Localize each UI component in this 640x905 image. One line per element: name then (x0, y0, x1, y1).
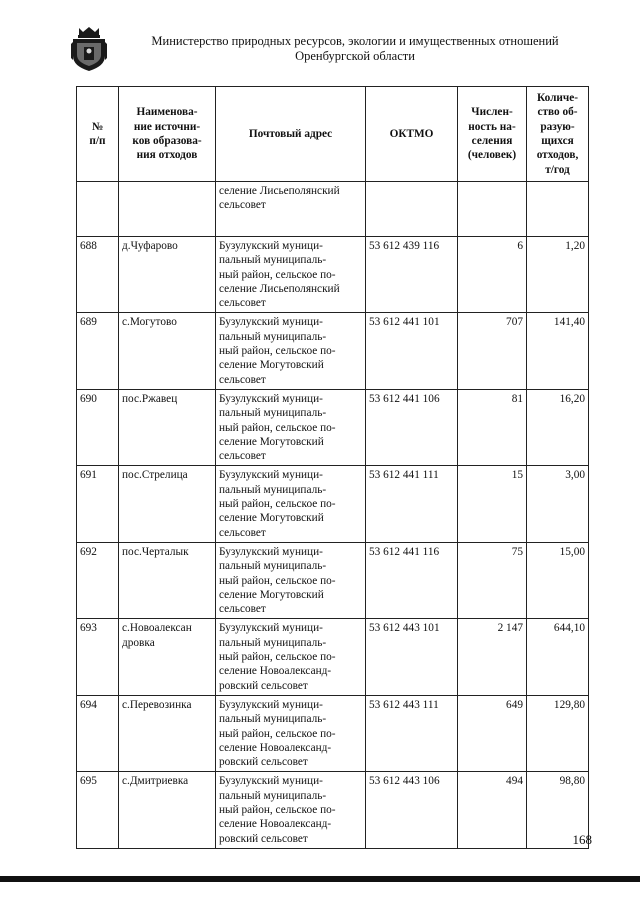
table-row-continuation (77, 182, 589, 237)
cell-source-name: пос.Черталык (119, 542, 216, 618)
cell-number: 693 (77, 619, 119, 695)
table-row (77, 466, 589, 542)
cell-address: Бузулукский муници- пальный муниципаль- ный район, сельское по- селение Новоалександ- ровский сельсовет (216, 695, 366, 771)
cell-oktmo: 53 612 443 106 (366, 772, 458, 848)
cell-address: Бузулукский муници- пальный муниципаль- ный район, сельское по- селение Могутовский сельсовет (216, 313, 366, 389)
waste-sources-table (76, 86, 589, 849)
table-row (77, 695, 589, 771)
table-row (77, 389, 589, 465)
cell-population: 75 (458, 542, 527, 618)
cell-address: Бузулукский муници- пальный муниципаль- ный район, сельское по- селение Могутовский сельсовет (216, 466, 366, 542)
cell-population: 81 (458, 389, 527, 465)
cell-number: 690 (77, 389, 119, 465)
cell-waste-amount: 1,20 (527, 237, 589, 313)
table-body (77, 182, 589, 849)
coat-of-arms-icon (70, 26, 108, 72)
header-ministry-line: Министерство природных ресурсов, экологии и имущественных отношений (151, 34, 559, 48)
table-row (77, 542, 589, 618)
cell-waste-amount: 3,00 (527, 466, 589, 542)
cell-address: Бузулукский муници- пальный муниципаль- ный район, сельское по- селение Новоалександ- ровский сельсовет (216, 772, 366, 848)
cell-population: 707 (458, 313, 527, 389)
cell-number: 695 (77, 772, 119, 848)
cell-source-name: с.Дмитриевка (119, 772, 216, 848)
cell-oktmo (366, 182, 458, 237)
col-header-waste-amount: Количе- ство об- разую- щихся отходов, т/год (527, 87, 589, 182)
col-header-number: № п/п (77, 87, 119, 182)
cell-population: 6 (458, 237, 527, 313)
col-header-oktmo: ОКТМО (366, 87, 458, 182)
cell-oktmo: 53 612 443 111 (366, 695, 458, 771)
cell-source-name: пос.Ржавец (119, 389, 216, 465)
cell-waste-amount (527, 182, 589, 237)
cell-address: Бузулукский муници- пальный муниципаль- ный район, сельское по- селение Могутовский сельсовет (216, 389, 366, 465)
cell-source-name: с.Перевозинка (119, 695, 216, 771)
bottom-scan-border (0, 876, 640, 882)
table-row (77, 772, 589, 848)
cell-oktmo: 53 612 443 101 (366, 619, 458, 695)
cell-address: селение Лисьеполянский сельсовет (216, 182, 366, 237)
cell-population: 2 147 (458, 619, 527, 695)
cell-number: 688 (77, 237, 119, 313)
page-number: 168 (572, 832, 592, 847)
cell-waste-amount: 141,40 (527, 313, 589, 389)
table-row (77, 619, 589, 695)
cell-population: 494 (458, 772, 527, 848)
cell-address: Бузулукский муници- пальный муниципаль- ный район, сельское по- селение Новоалександ- ровский сельсовет (216, 619, 366, 695)
col-header-source-name: Наименова- ние источни- ков образова- ния отходов (119, 87, 216, 182)
cell-population: 15 (458, 466, 527, 542)
cell-oktmo: 53 612 441 106 (366, 389, 458, 465)
document-header (120, 34, 590, 64)
cell-oktmo: 53 612 441 116 (366, 542, 458, 618)
table-row (77, 313, 589, 389)
cell-waste-amount: 16,20 (527, 389, 589, 465)
cell-waste-amount: 129,80 (527, 695, 589, 771)
cell-population (458, 182, 527, 237)
cell-waste-amount: 15,00 (527, 542, 589, 618)
cell-waste-amount: 644,10 (527, 619, 589, 695)
col-header-postal-address: Почтовый адрес (216, 87, 366, 182)
cell-number: 689 (77, 313, 119, 389)
col-header-population: Числен- ность на- селения (человек) (458, 87, 527, 182)
cell-source-name: с.Могутово (119, 313, 216, 389)
table-header-row (77, 87, 589, 182)
table-row (77, 237, 589, 313)
cell-source-name: с.Новоалексан дровка (119, 619, 216, 695)
cell-address: Бузулукский муници- пальный муниципаль- ный район, сельское по- селение Лисьеполянский сельсовет (216, 237, 366, 313)
cell-number: 694 (77, 695, 119, 771)
cell-oktmo: 53 612 441 111 (366, 466, 458, 542)
cell-waste-amount: 98,80 (527, 772, 589, 848)
cell-number (77, 182, 119, 237)
cell-source-name: пос.Стрелица (119, 466, 216, 542)
cell-number: 692 (77, 542, 119, 618)
cell-population: 649 (458, 695, 527, 771)
cell-source-name (119, 182, 216, 237)
cell-source-name: д.Чуфарово (119, 237, 216, 313)
cell-number: 691 (77, 466, 119, 542)
cell-address: Бузулукский муници- пальный муниципаль- ный район, сельское по- селение Могутовский сельсовет (216, 542, 366, 618)
header-region-line: Оренбургской области (295, 49, 415, 63)
cell-oktmo: 53 612 441 101 (366, 313, 458, 389)
cell-oktmo: 53 612 439 116 (366, 237, 458, 313)
